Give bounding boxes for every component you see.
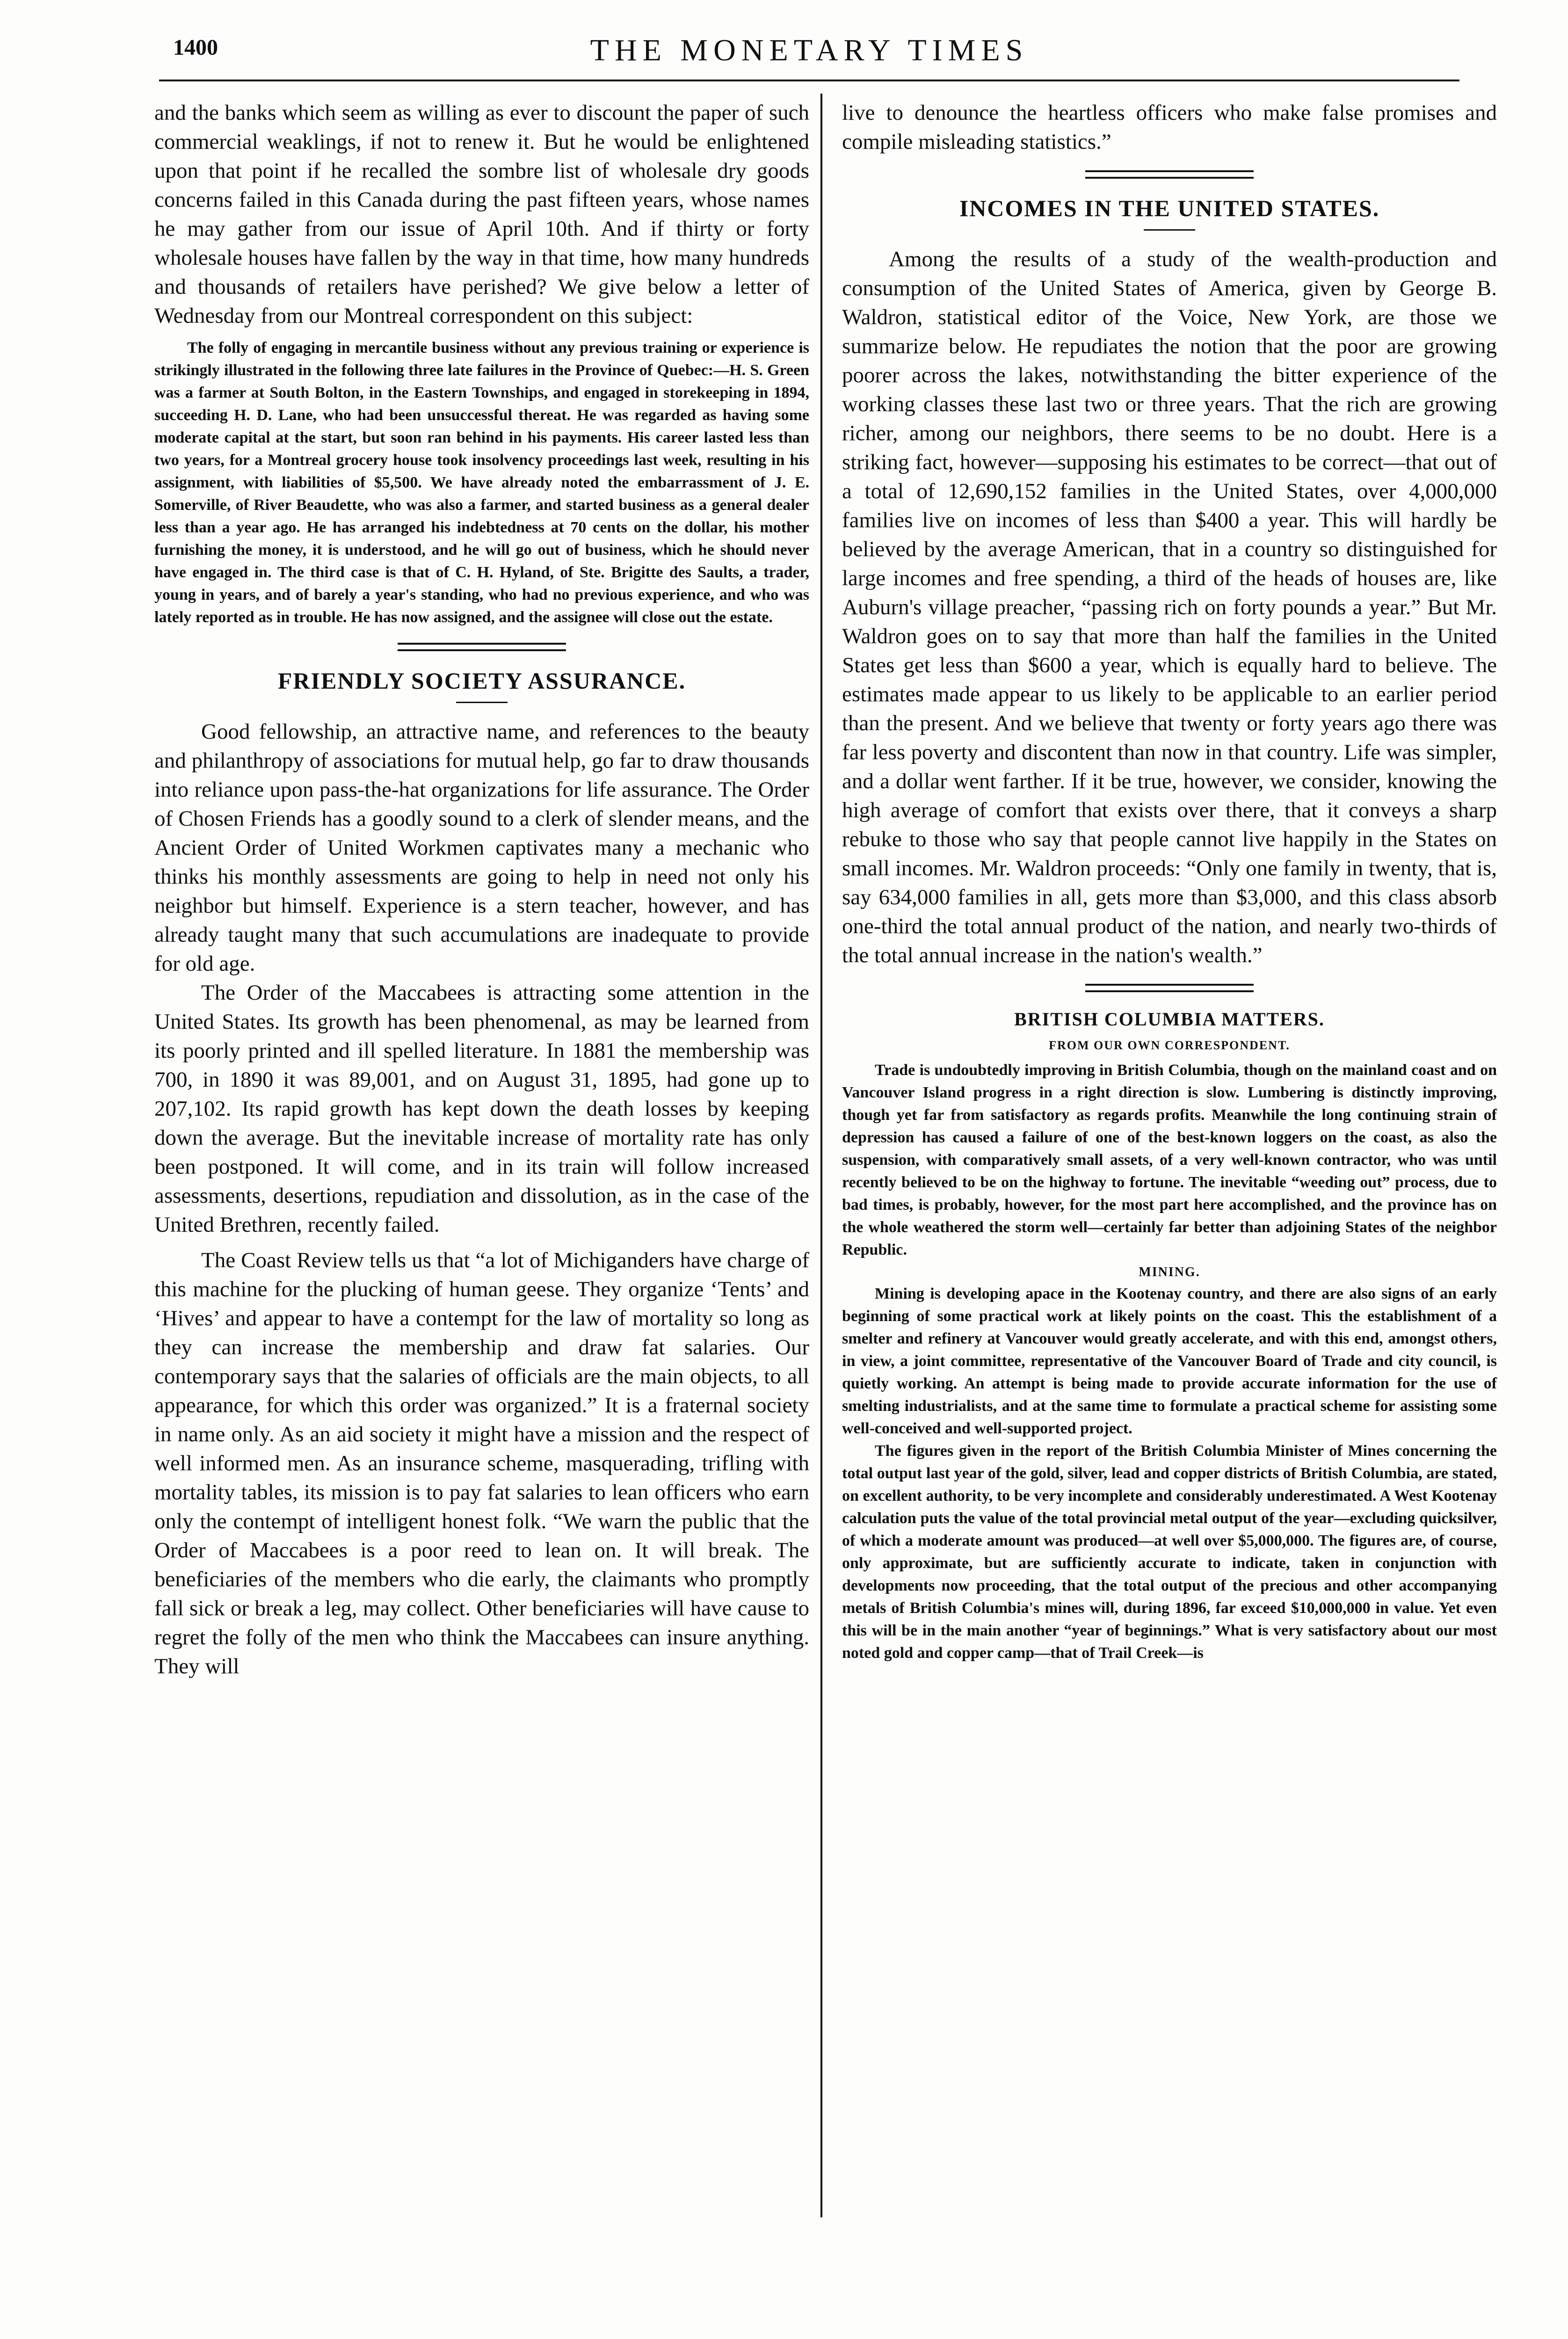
friendly-society-paragraph-3: The Coast Review tells us that “a lot of Michiganders have charge of this machine for the plucking of human geese. They organize ‘Tents’ and ‘Hives’ and appear to have a contempt for the law of mortality so long as they can increase the membership and draw fat salaries. Our contemporary says that the salaries of officials are the main objects, to all appearance, for which this order was organized.” It is a fraternal society in name only. As an aid society it might have a mission and the respect of well informed men. As an insurance scheme, masquerading, trifling with mortality tables, its mission is to pay fat salaries to lean officers who earn only the contempt of intelligent honest folk. “We warn the public that the Order of Maccabees is a poor reed to lean on. It will break. The beneficiaries of the members who die early, the claimants who promptly fall sick or break a leg, may collect. Other beneficiaries will have cause to regret the folly of the men who think the Maccabees can insure anything. They will bbox=[154, 1248, 809, 1678]
masthead: THE MONETARY TIMES bbox=[590, 33, 1029, 67]
incomes-paragraph: Among the results of a study of the wealth-production and consumption of the United States of America, given by George B. Waldron, statistical editor of the Voice, New York, are those we summarize below. He repudiates the notion that the poor are growing poorer across the lakes, notwithstanding the bitter experience of the working classes these last two or three years. That the rich are growing richer, among our neighbors, there seems to be no doubt. Here is a striking fact, however—supposing his estimates to be correct—that out of a total of 12,690,152 families in the United States, over 4,000,000 families live on incomes of less than $400 a year. This will hardly be believed by the average American, that in a country so distinguished for large incomes and free spending, a third of the heads of houses are, like Auburn's village preacher, “passing rich on forty pounds a year.” But Mr. Waldron goes on to say that more than half the families in the United States get less than $600 a year, which is equally hard to believe. The estimates made appear to us likely to be applicable to an earlier period than the present. And we believe that twenty or forty years ago there was far less poverty and discontent than now in that country. Life was simpler, and a dollar went farther. If it be true, however, we consider, knowing the high average of comfort that exists over there, that it conveys a sharp rebuke to those who say that people cannot live happily in the States on small incomes. Mr. Waldron proceeds: “Only one family in twenty, that is, say 634,000 families in all, gets more than $3,000, and this class absorb one-third the total annual product of the nation, and nearly two-thirds of the total annual increase in the nation's wealth.” bbox=[842, 247, 1497, 967]
page-header bbox=[159, 33, 1459, 75]
trade-paragraph: Trade is undoubtedly improving in British Columbia, though on the mainland coast and on Vancouver Island progress in a right direction is slow. Lumbering is distinctly improving, though yet far from satisfactory as regards profits. Meanwhile the long continuing strain of depression has caused a failure of one of the best-known loggers on the coast, as also the suspension, with comparatively small assets, of a very well-known contractor, who was until recently believed to be on the highway to fortune. The inevitable “weeding out” process, due to bad times, is probably, however, for the most part here accomplished, and the province has on the whole weathered the storm well—certainly far better than adjoining States of the neighbor Republic. bbox=[842, 1061, 1497, 1258]
correspondent-byline: FROM OUR OWN CORRESPONDENT. bbox=[1049, 1039, 1290, 1052]
section-divider bbox=[398, 643, 566, 651]
section-divider bbox=[1085, 170, 1254, 179]
british-columbia-heading: BRITISH COLUMBIA MATTERS. bbox=[1014, 1009, 1325, 1030]
incomes-heading: INCOMES IN THE UNITED STATES. bbox=[959, 195, 1380, 221]
montreal-letter: The folly of engaging in mercantile business without any previous training or experience is strikingly illustrated in the following three late failures in the Province of Quebec:—H. S. Green was a farmer at South Bolton, in the Eastern Townships, and engaged in storekeeping in 1894, succeeding H. D. Lane, who had been unsuccessful thereat. He was regarded as having some moderate capital at the start, but soon ran behind in his payments. His career lasted less than two years, for a Montreal grocery house took insolvency proceedings last week, resulting in his assignment, with liabilities of $5,500. We have already noted the embarrassment of J. E. Somerville, of River Beaudette, who was also a farmer, and started business as a general dealer less than a year ago. He has arranged his indebtedness at 70 cents on the dollar, his mother furnishing the money, it is understood, and he will go out of business, which he should never have engaged in. The third case is that of C. H. Hyland, of Ste. Brigitte des Saults, a trader, young in years, and of barely a year's standing, who had no previous experience, and who was lately reported as in trouble. He has now assigned, and the assignee will close out the estate. bbox=[154, 339, 809, 626]
header-rule bbox=[159, 80, 1459, 81]
friendly-society-paragraph-1: Good fellowship, an attractive name, and references to the beauty and philanthropy of associations for mutual help, go far to draw thousands into reliance upon pass-the-hat organizations for life assurance. The Order of Chosen Friends has a goodly sound to a clerk of slender means, and the Ancient Order of United Workmen captivates many a mechanic who thinks his monthly assessments are going to help in need not only his neighbor but himself. Experience is a stern teacher, however, and has already taught many that such accumulations are inadequate to provide for old age. bbox=[154, 719, 809, 976]
left-column bbox=[154, 98, 809, 1681]
right-column bbox=[842, 98, 1497, 1664]
mining-paragraph-1: Mining is developing apace in the Kootenay country, and there are also signs of an early beginning of some practical work at likely points on the coast. This the establishment of a smelter and refinery at Vancouver would greatly accelerate, and with this end, amongst others, in view, a joint committee, representative of the Vancouver Board of Trade and city council, is quietly working. An attempt is being made to provide accurate information for the use of smelting industrialists, and at the same time to formulate a practical scheme for assisting some well-conceived and well-supported project. bbox=[842, 1285, 1497, 1437]
friendly-society-paragraph-2: The Order of the Maccabees is attracting some attention in the United States. Its growth has been phenomenal, as may be learned from its poorly printed and ill spelled literature. In 1881 the membership was 700, in 1890 it was 89,001, and on August 31, 1895, had gone up to 207,102. Its rapid growth has kept down the death losses by keeping down the average. But the inevitable increase of mortality rate has only been postponed. It will come, and in its train will follow increased assessments, desertions, repudiation and dissolution, as in the case of the United Brethren, recently failed. bbox=[154, 981, 809, 1237]
mining-paragraph-2: The figures given in the report of the British Columbia Minister of Mines concerning the total output last year of the gold, silver, lead and copper districts of British Columbia, are stated, on excellent authority, to be very incomplete and considerably underestimated. A West Kootenay calculation puts the value of the total provincial metal output of the year—excluding quicksilver, of which a moderate amount was produced—at well over $5,000,000. The figures are, of course, only approximate, but are sufficiently accurate to indicate, taken in conjunction with developments now proceeding, that the total output of the precious and other accompanying metals of British Columbia's mines will, during 1896, far exceed $10,000,000 in value. Yet even this will be in the main another “year of beginnings.” What is very satisfactory about our most noted gold and copper camp—that of Trail Creek—is bbox=[842, 1442, 1497, 1662]
mining-heading: MINING. bbox=[1139, 1265, 1200, 1279]
heading-rule bbox=[456, 702, 508, 703]
page-number: 1400 bbox=[173, 35, 218, 60]
section-divider bbox=[1085, 984, 1254, 992]
intro-paragraph: and the banks which seem as willing as ever to discount the paper of such commercial weaklings, if not to renew it. But he would be enlightened upon that point if he recalled the sombre list of wholesale dry goods concerns failed in this Canada during the past fifteen years, whose names he may gather from our issue of April 10th. And if thirty or forty wholesale houses have fallen by the way in that time, how many hundreds and thousands of retailers have perished? We give below a letter of Wednesday from our Montreal correspondent on this subject: bbox=[154, 101, 809, 328]
column-divider bbox=[820, 94, 822, 2217]
continuation-paragraph: live to denounce the heartless officers who make false promises and compile misleading statistics.” bbox=[842, 101, 1497, 154]
heading-rule bbox=[1144, 229, 1195, 231]
friendly-society-heading: FRIENDLY SOCIETY ASSURANCE. bbox=[277, 668, 686, 694]
